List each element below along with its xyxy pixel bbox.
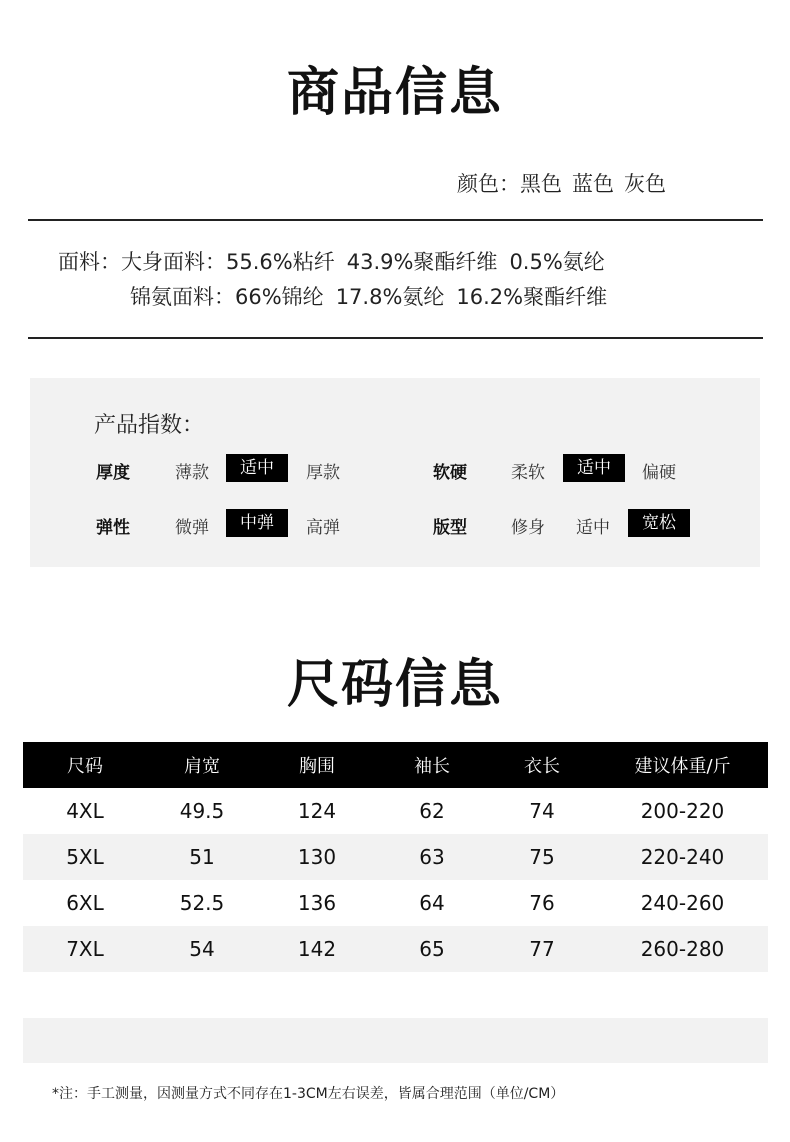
- cell-length: 75: [529, 845, 555, 869]
- index-option: 高弹: [306, 518, 340, 538]
- cell-chest: 142: [297, 937, 337, 961]
- size-table: [23, 742, 768, 972]
- cell-chest: 130: [297, 845, 337, 869]
- index-option: 薄款: [175, 463, 209, 483]
- cell-shoulder: 54: [189, 937, 215, 961]
- header-sleeve: 袖长: [414, 756, 450, 777]
- cell-sleeve: 65: [419, 937, 445, 961]
- cell-size: 6XL: [66, 891, 104, 915]
- color-options: [457, 168, 666, 198]
- cell-weight: 260-280: [640, 937, 725, 961]
- index-option: 柔软: [511, 463, 545, 483]
- color-blue: 蓝色: [572, 172, 614, 196]
- table-row: [23, 788, 768, 834]
- index-label-elasticity: 弹性: [96, 518, 130, 538]
- cell-length: 74: [529, 799, 555, 823]
- size-table-header: [23, 742, 768, 788]
- fabric-nylon-part: 16.2%聚酯纤维: [456, 285, 608, 309]
- table-row: [23, 880, 768, 926]
- cell-shoulder: 52.5: [179, 891, 225, 915]
- header-chest: 胸围: [299, 756, 335, 777]
- cell-weight: 220-240: [640, 845, 725, 869]
- index-option: 微弹: [175, 518, 209, 538]
- product-info-title: 商品信息: [286, 63, 503, 123]
- blank-band: [23, 1018, 768, 1063]
- index-option-selected: 宽松: [628, 509, 690, 537]
- fabric-label: 面料：: [58, 250, 121, 274]
- cell-size: 4XL: [66, 799, 104, 823]
- cell-length: 76: [529, 891, 555, 915]
- cell-shoulder: 51: [189, 845, 215, 869]
- product-index-title: 产品指数：: [94, 413, 205, 438]
- index-option: 偏硬: [642, 463, 676, 483]
- index-option-selected: 适中: [563, 454, 625, 482]
- index-label-thickness: 厚度: [96, 463, 130, 483]
- header-length: 衣长: [524, 756, 560, 777]
- color-gray: 灰色: [624, 172, 666, 196]
- fabric-body-label: 大身面料：: [121, 250, 226, 274]
- cell-weight: 200-220: [640, 799, 725, 823]
- header-shoulder: 肩宽: [184, 756, 220, 777]
- cell-sleeve: 63: [419, 845, 445, 869]
- index-option-selected: 适中: [226, 454, 288, 482]
- index-option: 修身: [511, 518, 545, 538]
- index-option: 厚款: [306, 463, 340, 483]
- fabric-body-part: 0.5%氨纶: [509, 250, 605, 274]
- color-black: 黑色: [520, 172, 562, 196]
- table-row: [23, 926, 768, 972]
- cell-sleeve: 62: [419, 799, 445, 823]
- fabric-nylon-part: 66%锦纶: [235, 285, 324, 309]
- colors-label: 颜色：: [457, 172, 520, 196]
- fabric-body-part: 55.6%粘纤: [226, 250, 335, 274]
- cell-weight: 240-260: [640, 891, 725, 915]
- divider: [28, 337, 763, 339]
- fabric-line-nylon: [130, 281, 607, 311]
- measurement-note: *注：手工测量，因测量方式不同存在1-3CM左右误差，皆属合理范围（单位/CM）: [52, 1086, 565, 1102]
- index-option: 适中: [576, 518, 610, 538]
- cell-chest: 136: [297, 891, 337, 915]
- cell-sleeve: 64: [419, 891, 445, 915]
- fabric-body-part: 43.9%聚酯纤维: [346, 250, 498, 274]
- table-row: [23, 834, 768, 880]
- fabric-nylon-part: 17.8%氨纶: [335, 285, 445, 309]
- header-size: 尺码: [67, 756, 103, 777]
- fabric-line-body: [58, 246, 605, 276]
- index-option-selected: 中弹: [226, 509, 288, 537]
- cell-length: 77: [529, 937, 555, 961]
- cell-shoulder: 49.5: [179, 799, 225, 823]
- index-label-softness: 软硬: [433, 463, 467, 483]
- cell-size: 5XL: [66, 845, 104, 869]
- size-info-title: 尺码信息: [286, 655, 503, 715]
- index-label-fit: 版型: [433, 518, 467, 538]
- divider: [28, 219, 763, 221]
- cell-chest: 124: [297, 799, 337, 823]
- fabric-nylon-label: 锦氨面料：: [130, 285, 235, 309]
- header-weight: 建议体重/斤: [634, 756, 731, 777]
- cell-size: 7XL: [66, 937, 104, 961]
